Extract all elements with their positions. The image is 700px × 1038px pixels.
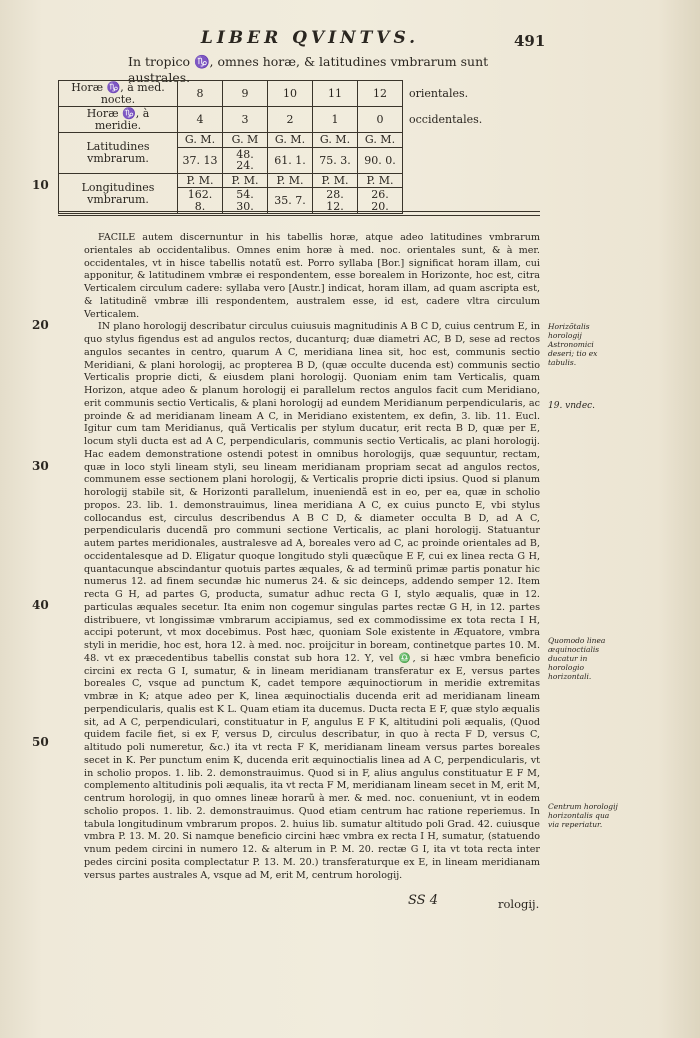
table-cell: 2: [268, 107, 313, 133]
table-cell: 12: [358, 81, 403, 107]
table-cell: 61. 1.: [268, 147, 313, 173]
line-number: 10: [32, 178, 49, 192]
table-cell: 75. 3.: [313, 147, 358, 173]
table-cell: 1: [313, 107, 358, 133]
body-text: [84, 232, 540, 882]
line-number: 30: [32, 459, 49, 473]
catchword: rologij.: [498, 897, 540, 911]
table-cell: 162. 8.: [178, 188, 223, 214]
table-cell: 4: [178, 107, 223, 133]
table-cell: 0: [358, 107, 403, 133]
table-caption: In tropico ♑, omnes horæ, & latitudines vmbrarum sunt australes.: [128, 54, 489, 85]
line-number: 50: [32, 735, 49, 749]
margin-note: Centrum horologij horizontalis qua via reperiatur.: [548, 802, 618, 829]
table-cell: G. M.: [268, 133, 313, 148]
table-cell: G. M.: [358, 133, 403, 148]
table-cell: 10: [268, 81, 313, 107]
paragraph: FACILE autem discernuntur in his tabellis horæ, atque adeo latitudines vmbrarum orientales ab occidentalibus. Omnes enim horæ à med. noc. orientales sunt, & à mer. occidentales, vt in hisce tabellis notatũ est. Porro syllaba [Bor.] significat horam illam, cui apponitur, & latitudinem vmbræ ei respondentem, esse borealem in Horizonte, hoc est, citra Verticalem circulum cadere: syllaba vero [Austr.] indicat, horam illam, ad quam ascripta est, & latitudinẽ vmbræ illi respondentem, australem esse, id est, cadere vltra circulum Verticalem.: [84, 232, 540, 320]
table-cell: 54. 30.: [223, 188, 268, 214]
row-label: Horæ ♑, à meridie.: [59, 107, 178, 133]
table-cell: 9: [223, 81, 268, 107]
table-cell: P. M.: [268, 173, 313, 188]
table-cell: 35. 7.: [268, 188, 313, 214]
line-number: 20: [32, 318, 49, 332]
table-row: [59, 133, 558, 148]
row-note: [403, 133, 558, 214]
margin-note: 19. vndec.: [548, 401, 596, 411]
table-cell: G. M: [223, 133, 268, 148]
page-number: 491: [514, 32, 546, 50]
table-cell: 48. 24.: [223, 147, 268, 173]
table-cell: P. M.: [358, 173, 403, 188]
margin-note: Quomodo linea æquinoctialis ducatur in horologio horizontali.: [548, 636, 606, 681]
table-cell: 90. 0.: [358, 147, 403, 173]
table-bottom-rule: [58, 211, 540, 216]
table-cell: 28. 12.: [313, 188, 358, 214]
table-cell: 8: [178, 81, 223, 107]
table-cell: 37. 13: [178, 147, 223, 173]
paragraph: IN plano horologij describatur circulus cuiusuis magnitudinis A B C D, cuius centrum E, in quo stylus figendus est ad angulos rectos, ducanturq; duæ diametri AC, B D, sese ad rectos angulos secantes in centro, quarum A C, meridiana linea sit, hoc est, communis sectio Meridiani, & plani horologij, ac propterea B D, (quæ occulte ducenda est) communis sectio Verticalis proprie dicti, & eiusdem plani horologij. Quoniam enim tam Verticalis, quam Horizon, atque adeo & planum horologij ei parallelum rectos angulos facit cum Meridiano, erit communis sectio Verticalis, & plani horologij ad eundem Meridianum perpendicularis, ac proinde & ad meridianam lineam A C, in Meridiano existentem, ex defin, 3. lib. 11. Eucl. Igitur cum tam Meridianus, quã Verticalis per stylum ducatur, erit recta B D, quæ per E, locum styli ducta est ad A C, perpendicularis, communis sectio Verticalis, ac plani horologij. Hac eadem demonstratione ostendi potest in omnibus horologijs, quæ sequuntur, rectam, quæ in loco styli lineam styli, seu lineam meridianam propriam secat ad angulos rectos, communem esse sectionem plani horologij, & Verticalis proprie dicti ipsius. Quod si planum horologij stabile sit, & Horizonti parallelum, inueniendã est in eo, per ea, quæ in scholio propos. 23. lib. 1. demonstrauimus, linea meridiana A C, ex cuius puncto E, vbi stylus collocandus est, circulus describendus A B C D, & diameter occulta B D, ad A C, perpendicularis ducendã pro communi sectione Verticalis, ac plani horologij. Statuantur autem partes meridionales, australesve ad A, boreales vero ad C, ac proinde orientales ad B, occidentalesque ad D. Eligatur quoque longitudo styli quæcũque E F, cui ex linea recta G H, quantacunque abscindantur quotuis partes æquales, & ad terminũ primæ partis ponatur hic numerus 12. ad finem secundæ hic numerus 24. & sic deinceps, addendo semper 12. Item recta G H, ad partes G, producta, sumatur adhuc recta G I, stylo æqualis, quæ in 12. particulas æquales secetur. Ita enim non cogemur singulas partes rectæ G H, in 12. partes distribuere, vt longissimæ vmbrarum accipiamus, sed ex commodissime ex tota recta I H, accipi poterunt, vt mox docebimus. Post hæc, quoniam Sole existente in Æquatore, vmbra styli in meridie, hoc est, hora 12. à med. noc. proijcitur in boream, continetque partes 10. M. 48. vt ex præcedentibus tabellis constat sub hora 12. Υ, vel ♎, si hæc vmbra beneficio circini ex recta G I, sumatur, & in lineam meridianam transferatur ex E, versus partes boreales C, vsque ad punctum K, cadet tempore æquinoctiorum in meridie extremitas vmbræ in K; atque adeo per K, linea æquinoctialis ducenda erit ad meridianam lineam perpendicularis, qualis est K L. Quam etiam ita ducemus. Ducta recta E F, quæ stylo æqualis sit, ad A C, perpendiculari, constituatur in F, angulus E F K, altitudini poli æqualis, (Quod quidem facile fiet, si ex F, versus D, circulus describatur, in quo à recta F D, versus C, altitudo poli numeretur, &c.) ita vt recta F K, meridianam lineam versus partes boreales secet in K. Per punctum enim K, ducenda erit æquinoctialis linea ad A C, perpendicularis, vt in scholio propos. 1. lib. 2. demonstrauimus. Quod si in F, alius angulus constituatur E F M, complemento altitudinis poli æqualis, ita vt recta F M, meridianam lineam secet in M, erit M, centrum horologij, in quo omnes lineæ horarũ à mer. & med. noc. conueniunt, vt in eodem scholio propos. 1. lib. 2. demonstrauimus. Quod etiam centrum hac ratione reperiemus. In tabula longitudinum vmbrarum propos. 2. huius lib. sumatur altitudo poli Grad. 42. cuiusque vmbra P. 13. M. 20. Si namque beneficio circini hæc vmbra ex recta I H, sumatur, (statuendo vnum pedem circini in numero 12. & alterum in P. M. 20. rectæ G I, ita vt tota recta inter pedes circini posita complectatur P. 13. M. 20.) transferaturque ex E, in lineam meridianam versus partes australes A, vsque ad M, erit M, centrum horologij.: [84, 321, 540, 881]
table-cell: P. M.: [178, 173, 223, 188]
row-note: orientales.: [403, 81, 558, 107]
hours-table: [58, 80, 557, 214]
table-cell: 26. 20.: [358, 188, 403, 214]
row-label: Latitudines vmbrarum.: [59, 133, 178, 174]
table-cell: G. M.: [178, 133, 223, 148]
signature-mark: SS 4: [408, 893, 438, 908]
row-label: Longitudines vmbrarum.: [59, 173, 178, 214]
table-cell: 11: [313, 81, 358, 107]
table-cell: P. M.: [313, 173, 358, 188]
row-label: Horæ ♑, à med. nocte.: [59, 81, 178, 107]
line-number: 40: [32, 598, 49, 612]
running-title: LIBER QVINTVS.: [200, 28, 420, 48]
table-cell: G. M.: [313, 133, 358, 148]
table-row: [59, 107, 558, 133]
table-row: [59, 81, 558, 107]
table-cell: 3: [223, 107, 268, 133]
table-cell: P. M.: [223, 173, 268, 188]
margin-note: Horizõtalis horologij Astronomici deseri; tio ex tabulis.: [548, 322, 598, 367]
row-note: occidentales.: [403, 107, 558, 133]
